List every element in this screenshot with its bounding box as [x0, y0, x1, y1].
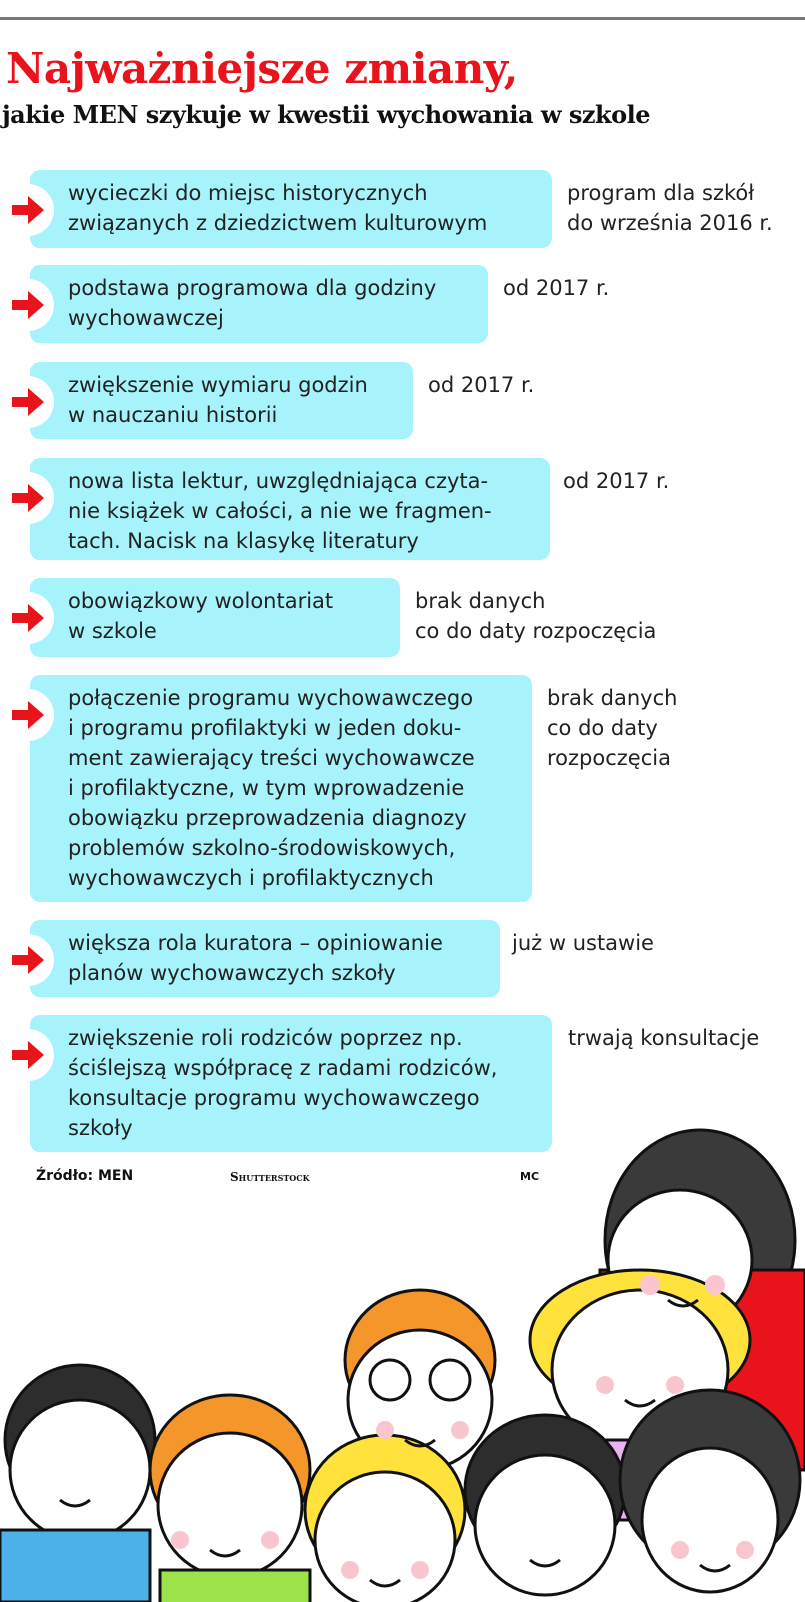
item-date-note: od 2017 r.: [563, 469, 670, 493]
children-illustration: [0, 1100, 805, 1602]
item-date-note: już w ustawie: [512, 931, 654, 955]
arrow-right-icon: [2, 1029, 54, 1081]
item-text: połączenie programu wychowawczego i programu profilaktyki w jeden doku- ment zawierający treści wychowawcze i profilaktyczne, w tym wprowadzenie obowiązku przeprowadzenia diagnozy problemów szkolno-środowiskowych, wychowawczych i profilaktycznych: [68, 686, 475, 890]
change-item: [30, 458, 550, 560]
item-date-note: program dla szkół do września 2016 r.: [567, 181, 773, 235]
arrow-right-icon: [2, 689, 54, 741]
arrow-right-icon: [2, 472, 54, 524]
item-text: wycieczki do miejsc historycznych związanych z dziedzictwem kulturowym: [68, 181, 488, 235]
arrow-right-icon: [2, 592, 54, 644]
item-date-note: brak danych co do daty rozpoczęcia: [415, 589, 657, 643]
item-text: nowa lista lektur, uwzględniająca czyta- nie książek w całości, a nie we fragmen- tach. Nacisk na klasykę literatury: [68, 469, 492, 553]
change-item: [30, 265, 488, 343]
item-text: zwiększenie wymiaru godzin w nauczaniu historii: [68, 373, 368, 427]
source: Źródło: MEN: [36, 1168, 134, 1184]
item-text: obowiązkowy wolontariat w szkole: [68, 589, 334, 643]
subtitle: jakie MEN szykuje w kwestii wychowania w szkole: [2, 100, 651, 129]
item-text: podstawa programowa dla godziny wychowawczej: [68, 276, 437, 330]
author: MC: [520, 1170, 540, 1183]
change-item: [30, 170, 552, 248]
change-item: [30, 675, 532, 902]
arrow-right-icon: [2, 376, 54, 428]
title: Najważniejsze zmiany,: [6, 44, 518, 93]
arrow-right-icon: [2, 279, 54, 331]
arrow-right-icon: [2, 184, 54, 236]
item-text: zwiększenie roli rodziców poprzez np. ściślejszą współpracę z radami rodziców, konsultacje programu wychowawczego szkoły: [68, 1026, 498, 1140]
item-date-note: brak danych co do daty rozpoczęcia: [547, 686, 678, 770]
change-item: [30, 578, 400, 657]
item-text: większa rola kuratora – opiniowanie planów wychowawczych szkoły: [68, 931, 443, 985]
item-date-note: od 2017 r.: [428, 373, 535, 397]
arrow-right-icon: [2, 934, 54, 986]
item-date-note: od 2017 r.: [503, 276, 610, 300]
item-date-note: trwają konsultacje: [568, 1026, 760, 1050]
change-item: [30, 362, 413, 439]
photo-credit: Shutterstock: [230, 1170, 310, 1184]
top-rule: [0, 17, 805, 20]
change-item: [30, 920, 500, 997]
